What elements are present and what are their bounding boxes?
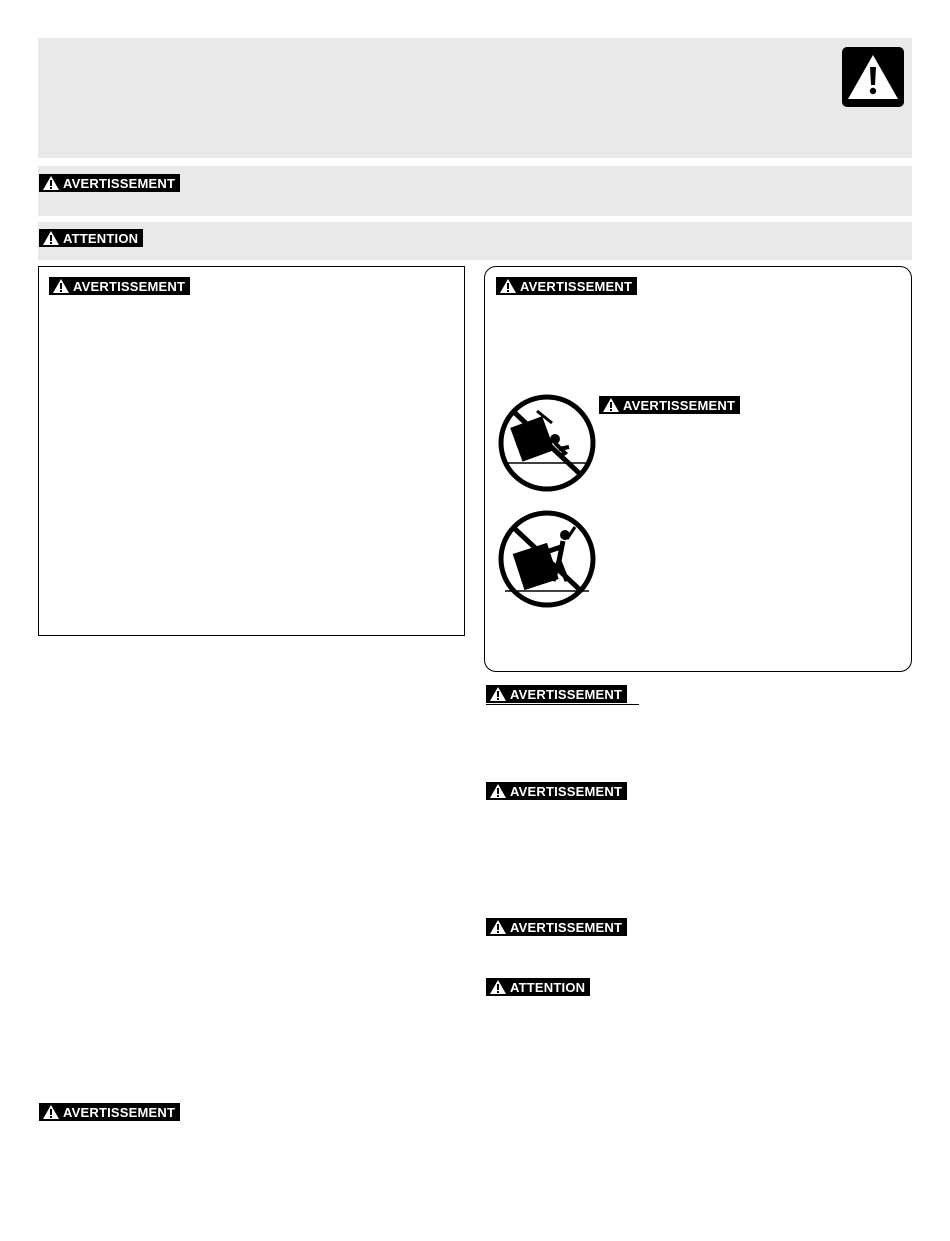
label-underline	[486, 704, 639, 705]
avertissement-label	[49, 277, 190, 295]
alert-icon	[499, 278, 517, 294]
no-tipping-child-icon	[497, 393, 597, 493]
warning-triangle-icon	[842, 47, 904, 107]
caution-band	[38, 222, 912, 260]
label-text: AVERTISSEMENT	[510, 686, 623, 702]
alert-icon	[489, 979, 507, 995]
no-tipping-person-icon	[497, 509, 597, 609]
avertissement-label	[39, 174, 180, 192]
attention-label	[39, 229, 143, 247]
attention-label	[486, 978, 590, 996]
label-text: ATTENTION	[510, 979, 586, 995]
alert-icon	[602, 397, 620, 413]
alert-icon	[489, 919, 507, 935]
label-text: AVERTISSEMENT	[73, 278, 186, 294]
label-text: AVERTISSEMENT	[520, 278, 633, 294]
label-text: ATTENTION	[63, 230, 139, 246]
label-text: AVERTISSEMENT	[510, 783, 623, 799]
header-band	[38, 38, 912, 158]
label-text: AVERTISSEMENT	[63, 175, 176, 191]
alert-icon	[489, 686, 507, 702]
alert-icon	[42, 230, 60, 246]
alert-icon	[52, 278, 70, 294]
label-text: AVERTISSEMENT	[510, 919, 623, 935]
left-warning-box	[38, 266, 465, 636]
avertissement-label	[486, 918, 627, 936]
alert-icon	[42, 175, 60, 191]
alert-icon	[489, 783, 507, 799]
label-text: AVERTISSEMENT	[63, 1104, 176, 1120]
label-text: AVERTISSEMENT	[623, 397, 736, 413]
avertissement-label	[599, 396, 740, 414]
avertissement-label	[486, 685, 627, 703]
avertissement-label	[496, 277, 637, 295]
avertissement-label	[486, 782, 627, 800]
alert-icon	[42, 1104, 60, 1120]
avertissement-label	[39, 1103, 180, 1121]
